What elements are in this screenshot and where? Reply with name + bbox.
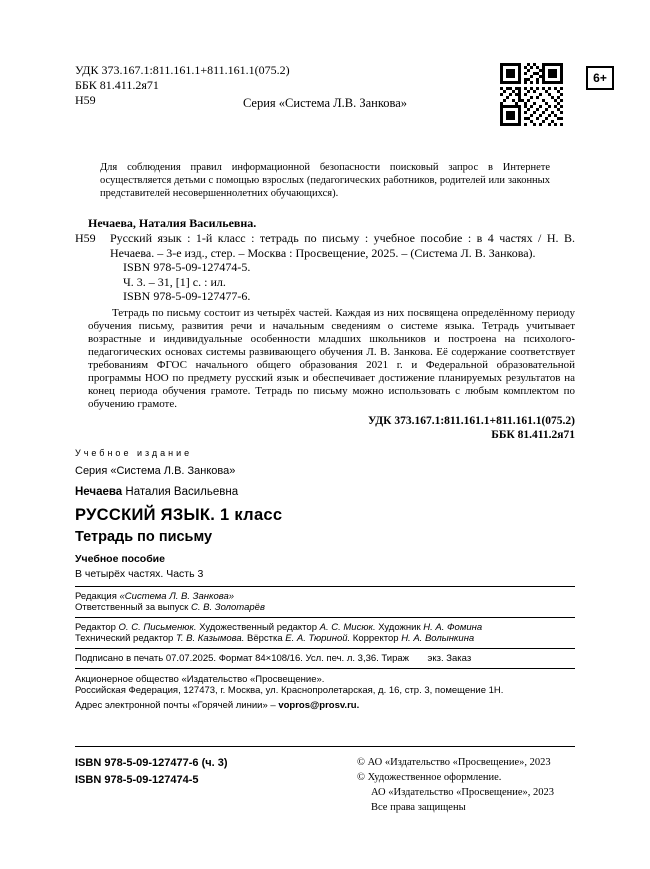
annotation-paragraph: Тетрадь по письму состоит из четырёх частей. Каждая из них посвящена определённому периоду обучения письму, развития речи и начальным сведениям о системе языка. Тетрадь учитывает возрастные и индивидуальные особенности младших школьников и построена на психолого-педагогических основах системы развивающего обучения Л. В. Занкова. Её содержание соответствует требованиям ФГОС начального общего образования 2021 г. и Федеральной образовательной программы НОО по предмету русский язык и обеспечивает достижение планируемых результатов на конец периода обучения грамоте. Тетрадь по письму можно использовать с любым комплектом по обучению грамоте.: [88, 306, 575, 410]
hotline-email: vopros@prosv.ru.: [278, 699, 360, 711]
publisher-name: Акционерное общество «Издательство «Просвещение».: [75, 673, 325, 685]
author-sign-code: Н59: [75, 93, 96, 107]
copyright-block: [357, 755, 575, 815]
staff-role: Технический редактор: [75, 633, 176, 644]
divider: [75, 668, 575, 669]
biblio-entry: [75, 231, 575, 304]
edition-type-label: Учебное издание: [75, 447, 193, 458]
edition-author-name: Наталия Васильевна: [122, 485, 239, 498]
staff-name: О. С. Письменюк.: [118, 621, 197, 633]
edition-author: [75, 486, 575, 498]
copyright-line: © АО «Издательство «Просвещение», 2023: [357, 757, 551, 768]
staff-technical-line: [75, 633, 575, 645]
isbn-part-line: ISBN 978-5-09-127477-6 (ч. 3): [75, 757, 228, 769]
biblio-description: Русский язык : 1-й класс : тетрадь по письму : учебное пособие : в 4 частях / Н. В. Нечаева. – 3-е изд., стер. – Москва : Просвещение, 2025. – (Система Л. В. Занкова).: [110, 231, 575, 260]
bbk-code: ББК 81.411.2я71: [75, 78, 159, 92]
edition-parts-info: В четырёх частях. Часть 3: [75, 567, 204, 580]
bottom-block: [75, 746, 575, 815]
publisher-address: Российская Федерация, 127473, г. Москва, ул. Краснопролетарская, д. 16, стр. 3, помещение 1Н.: [75, 685, 504, 696]
staff-name: С. В. Золотарёв: [190, 602, 265, 613]
udk-code: УДК 373.167.1:811.161.1+811.161.1(075.2): [75, 63, 290, 77]
bbk-code-bold: ББК 81.411.2я71: [491, 428, 575, 441]
staff-name: Т. В. Казымова.: [175, 633, 245, 644]
divider: [75, 586, 575, 587]
biblio-isbn-part: ISBN 978-5-09-127477-6.: [123, 289, 251, 303]
edition-subtitle: Учебное пособие: [75, 552, 165, 565]
isbn-block: [75, 755, 228, 815]
staff-editors-line: [75, 622, 575, 634]
book-title-line1: РУССКИЙ ЯЗЫК. 1 класс: [75, 505, 283, 524]
copyright-line: © Художественное оформление.: [357, 772, 502, 783]
edition-author-surname: Нечаева: [75, 485, 123, 498]
bibliographic-record: [75, 216, 575, 442]
copyright-line: Все права защищены: [371, 802, 466, 813]
staff-name: Н. А. Фомина: [423, 621, 483, 633]
staff-role: Художественный редактор: [196, 621, 320, 633]
qr-code-icon: [500, 63, 563, 126]
staff-role: Редактор: [75, 621, 119, 633]
classification-codes-bold: [75, 414, 575, 442]
staff-role: Художник: [375, 621, 424, 633]
staff-role: Вёрстка: [244, 633, 286, 644]
staff-editorial-line: [75, 591, 575, 603]
staff-role: Ответственный за выпуск: [75, 602, 191, 613]
staff-name: Н. А. Волынкина: [401, 633, 475, 644]
biblio-part-info: Ч. 3. – 31, [1] с. : ил.: [123, 274, 226, 289]
staff-role: Корректор: [350, 633, 402, 644]
biblio-author-heading: Нечаева, Наталия Васильевна.: [88, 216, 257, 230]
print-run-info: Подписано в печать 07.07.2025. Формат 84×108/16. Усл. печ. л. 3,36. Тираж экз. Заказ: [75, 652, 472, 664]
book-title-line2: Тетрадь по письму: [75, 528, 213, 545]
staff-name: Е. А. Тюриной.: [285, 633, 351, 644]
hotline-label: Адрес электронной почты «Горячей линии» –: [75, 699, 279, 711]
age-rating-badge: 6+: [586, 66, 614, 90]
publisher-hotline: [75, 700, 575, 712]
isbn-set-line: ISBN 978-5-09-127474-5: [75, 773, 199, 786]
divider: [75, 617, 575, 618]
biblio-isbn-set: ISBN 978-5-09-127474-5.: [123, 260, 251, 274]
divider: [75, 648, 575, 649]
series-label-top: Серия «Система Л.В. Занкова»: [242, 96, 408, 110]
udk-code-bold: УДК 373.167.1:811.161.1+811.161.1(075.2): [367, 414, 575, 427]
staff-role: Редакция: [75, 590, 120, 602]
information-safety-note: Для соблюдения правил информационной безопасности поисковый запрос в Интернете осуществляется детьми с помощью взрослых (педагогических работников, родителей или законных представителей несовершеннолетних обучающихся).: [100, 162, 550, 199]
staff-name: А. С. Мисюк.: [319, 621, 376, 633]
staff-responsible-line: [75, 602, 575, 614]
staff-name: «Система Л. В. Занкова»: [119, 590, 235, 602]
copyright-line: АО «Издательство «Просвещение», 2023: [371, 787, 555, 798]
biblio-author-sign: Н59: [75, 231, 96, 245]
series-label-edition: Серия «Система Л.В. Занкова»: [75, 464, 236, 477]
